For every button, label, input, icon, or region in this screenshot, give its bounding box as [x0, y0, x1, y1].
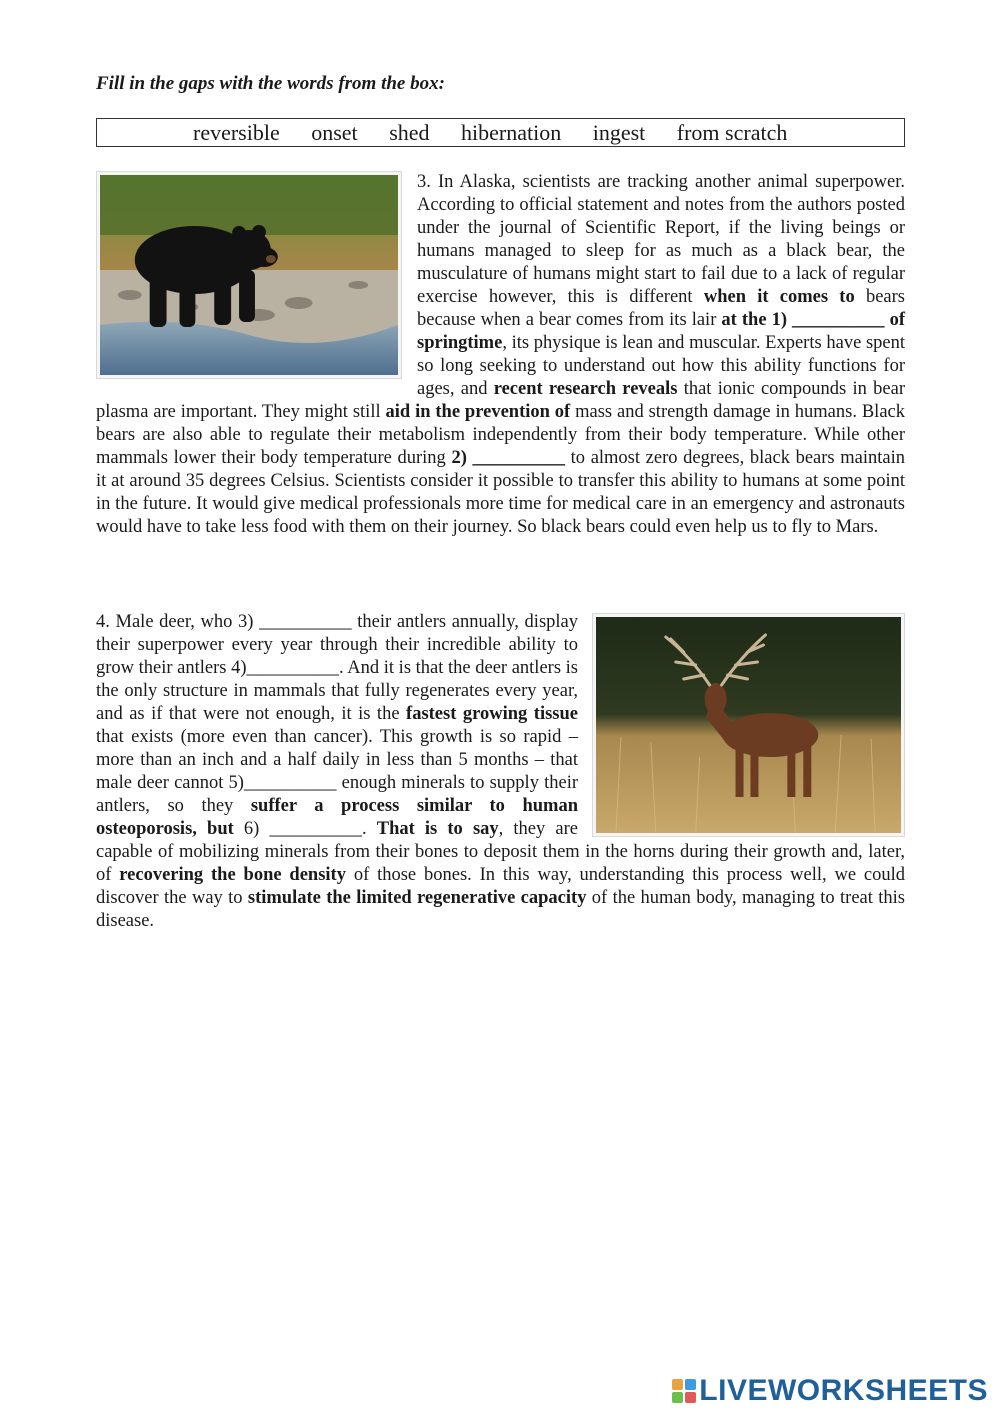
word-box — [96, 118, 905, 147]
red-deer-photo — [592, 613, 905, 837]
black-bear-photo — [96, 171, 402, 379]
instruction-heading: Fill in the gaps with the words from the box: — [96, 73, 445, 94]
word-ingest: ingest — [592, 120, 646, 145]
word-from-scratch: from scratch — [676, 120, 788, 145]
logo-blocks-icon — [672, 1379, 696, 1403]
word-hibernation: hibernation — [461, 120, 562, 145]
liveworksheets-logo — [672, 1375, 988, 1407]
word-reversible: reversible — [193, 120, 280, 145]
gap-2: 2) __________ — [451, 448, 566, 468]
word-shed: shed — [389, 120, 430, 145]
paragraph-bear: 3. In Alaska, scientists are tracking another animal superpower. According to official statement and notes from the authors posted under the journal of Scientific Report, if the living beings or humans managed to sleep for as much as a black bear, the musculature of humans might start to fail due to a lack of regular exercise however, this is different when it comes to bears because when a bear comes from its lair at the 1) __________ of springtime, its physique is lean and muscular. Experts have spent so long seeking to understand out how this ability functions for ages, and recent research reveals that ionic compounds in bear plasma are important. They might still aid in the prevention of mass and strength damage in humans. Black bears are also able to regulate their metabolism independently from their body temperature. While other mammals lower their body temperature during 2) __________ to almost zero degrees, black bears maintain it at around 35 degrees Celsius. Scientists consider it possible to transfer this ability to humans at some point in the future. It would give medical professionals more time for medical care in an emergency and astronauts would have to take less food with them on their journey. So black bears could even help us to fly to Mars. — [96, 172, 906, 537]
word-onset: onset — [311, 120, 358, 145]
logo-text: LIVEWORKSHEETS — [699, 1374, 988, 1407]
word-list — [193, 120, 813, 146]
gap-1: at the 1) __________ of springtime — [417, 310, 905, 353]
paragraph-deer: 4. Male deer, who 3) __________ their antlers annually, display their superpower every year through their incredible ability to grow their antlers 4)__________. And it is that the deer antlers is the only structure in mammals that fully regenerates every year, and as if that were not enough, it is the fastest growing tissue that exists (more even than cancer). This growth is so rapid – more than an inch and a half daily in less than 5 months – that male deer cannot 5)__________ enough minerals to supply their antlers, so they suffer a process similar to human osteoporosis, but 6) __________. That is to say, they are capable of mobilizing minerals from their bones to deposit them in the horns during their growth and, later, of recovering the bone density of those bones. In this way, understanding this process well, we could discover the way to stimulate the limited regenerative capacity of the human body, managing to treat this disease. — [96, 612, 905, 931]
